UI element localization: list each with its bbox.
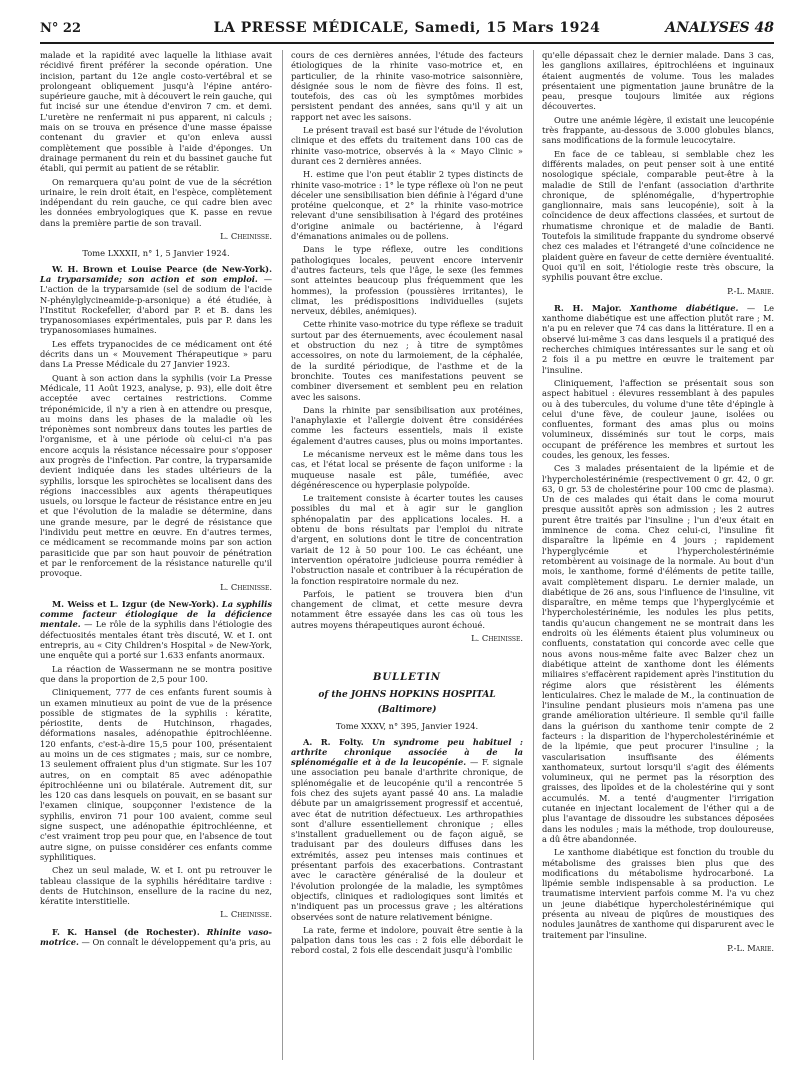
column-1: [40, 50, 272, 950]
journal-title: LA PRESSE MÉDICALE, Samedi, 15 Mars 1924: [213, 20, 601, 36]
article-text: — Le xanthome diabétique est une affection plutôt rare ; M. n'a pu en relever que 74 cas dans la littérature. Il en a observé lui-même 3 cas dans lesquels il a pratiqué des recherches chimiques intéressantes sur le sang et où 2 fois il a pu mettre en œuvre le traitement par l'insuline.: [542, 302, 774, 375]
page-number: N° 22: [40, 21, 81, 36]
signature: L. Cheinisse.: [220, 581, 272, 592]
paragraph: cours de ces dernières années, l'étude des facteurs étiologiques de la rhinite vaso-motrice et, en particulier, de la rhinite vaso-motrice saisonnière, désignée sous le nom de fièvre des foins. Il est, toutefois, des cas où les symptômes morbides persistent pendant des années, sans qu'il y ait un rapport net avec les saisons.: [291, 50, 523, 122]
paragraph: Dans le type réflexe, outre les conditions pathologiques locales, peuvent encore intervenir d'autres facteurs, tels que l'âge, le sexe (les femmes sont atteintes beaucoup plus fréquemment que les hommes), la profession (poussières irritantes), le climat, les prédispositions individuelles (sujets nerveux, débiles, anémiques).: [291, 244, 523, 317]
paragraph: Cliniquement, l'affection se présentait sous son aspect habituel : élevures ressemblant à des papules ou à des tubercules, du volume d'une tête d'épingle à celui d'une fève, de couleur jaune, isolées ou confluentes, formant des amas plus ou moins volumineux, disséminés sur tout le corps, mais occupant de préférence les membres et surtout les coudes, les genoux, les fesses.: [542, 377, 774, 460]
article-authors: M. Weiss et L. Izgur (de New-York).: [52, 598, 219, 609]
newspaper-page: [40, 18, 774, 1068]
article-title: Xanthome diabétique.: [629, 302, 739, 313]
article-title: La tryparsamide; son action et son emploi.: [40, 273, 258, 284]
signature: L. Cheinisse.: [220, 231, 272, 242]
signature: L. Cheinisse.: [220, 909, 272, 920]
article-text: — Le rôle de la syphilis dans l'étiologie des défectuosités mentales étant très discuté, W. et I. ont entrepris, au « City Children's Hospital » de New-York, une enquête qui a porté sur 1.633 enfants anormaux.: [40, 619, 273, 661]
issue-reference: Tome XXXV, n° 395, Janvier 1924.: [335, 721, 479, 732]
paragraph: Parfois, le patient se trouvera bien d'un changement de climat, et cette mesure devra notamment être essayée dans les cas où tous les autres moyens thérapeutiques auront échoué.: [291, 588, 523, 630]
column-3: [542, 50, 774, 960]
article-authors: F. K. Hansel (de Rochester).: [52, 926, 200, 937]
section-page: 48: [754, 20, 774, 36]
article-authors: W. H. Brown et Louise Pearce (de New-York).: [52, 263, 272, 274]
paragraph: En face de ce tableau, si semblable chez les différents malades, on peut penser soit à une entité nosologique spéciale, comparable peut-être à la maladie de Still de l'enfant (association d'arthrite chronique, de splénomégalie, d'hypertrophie ganglionnaire, mais sans leucopénie), soit à la coïncidence de deux affections classées, et surtout de rhumatisme chronique et de maladie de Banti. Toutefois la similitude frappante du syndrome observé chez ces malades et l'étrangeté d'une coïncidence ne plaident guère en faveur de cette dernière éventualité. Quoi qu'il en soit, l'étiologie reste très obscure, la syphilis pouvant être exclue.: [542, 148, 774, 283]
paragraph: Dans la rhinite par sensibilisation aux protéines, l'anaphylaxie et l'allergie doivent être considérées comme les facteurs essentiels, mais il existe également d'autres causes, plus ou moins importantes.: [291, 404, 523, 446]
signature: P.-L. Marie.: [727, 285, 774, 296]
paragraph: Le mécanisme nerveux est le même dans tous les cas, et l'état local se présente de façon uniforme : la muqueuse nasale est pâle, tuméfiée, avec dégénérescence ou hyperplasie polypoïde.: [291, 448, 523, 490]
article-authors: A. R. Folty.: [303, 736, 364, 747]
column-2: [291, 50, 523, 959]
column-rule: [282, 50, 283, 1060]
bulletin-subtitle: of the JOHNS HOPKINS HOSPITAL: [318, 689, 496, 700]
page-header: [40, 18, 774, 44]
bulletin-title: BULLETIN: [372, 672, 442, 684]
article-authors: R. H. Major.: [554, 302, 622, 313]
article-title: La syphilis comme facteur étiologique de la déficience mentale.: [40, 598, 272, 630]
article-text: — On connaît le développement qu'a pris, au: [81, 937, 271, 948]
article-lead: [291, 737, 523, 922]
section-label: [665, 20, 774, 36]
paragraph: La rate, ferme et indolore, pouvait être sentie à la palpation dans tous les cas : 2 fois elle débordait le rebord costal, 2 fois elle descendait jusqu'à l'ombilic: [291, 924, 523, 956]
article-title: Un syndrome peu habituel : arthrite chronique associée à de la splénomégalie et à de la leucopénie.: [291, 736, 523, 768]
paragraph: Le xanthome diabétique est fonction du trouble du métabolisme des graisses bien plus que des modifications du métabolisme hydrocarboné. La lipémie semble indispensable à sa production. Le traumatisme intervient parfois comme M. l'a vu chez un jeune diabétique hypercholestérinémique qui présenta au niveau de piqûres de moustiques des nodules jaunâtres de xanthome qui disparurent avec le traitement par l'insuline.: [542, 847, 774, 940]
article-lead: [40, 599, 272, 661]
column-rule: [533, 50, 534, 1060]
paragraph: Le traitement consiste à écarter toutes les causes possibles du mal et à agir sur le ganglion sphénopalatin par des applications locales. H. a obtenu de bons résultats par l'emploi du nitrate d'argent, en solutions dont le titre de concentration variait de 12 à 50 pour 100. Le cas échéant, une intervention opératoire judicieuse pourra remédier à l'obstruction nasale et contribuer à la récupération de la fonction respiratoire normale du nez.: [291, 493, 523, 586]
article-title: Rhinite vaso-motrice.: [40, 926, 273, 948]
paragraph: qu'elle dépassait chez le dernier malade. Dans 3 cas, les ganglions axillaires, épitrochléens et inguinaux étaient augmentés de volume. Tous les malades présentaient une pigmentation jaune brunâtre de la peau, presque toujours limitée aux régions découvertes.: [542, 50, 774, 112]
paragraph: H. estime que l'on peut établir 2 types distincts de rhinite vaso-motrice : 1° le type réflexe où l'on ne peut déceler une sensibilisation bien définie à l'égard d'une protéine quelconque, et 2° la rhinite vaso-motrice relevant d'une sensibilisation à l'égard des protéines d'origine animale ou bactérienne, à l'égard d'émanations animales ou de pollens.: [291, 169, 523, 242]
paragraph: Chez un seul malade, W. et I. ont pu retrouver le tableau classique de la syphilis héréditaire tardive : dents de Hutchinson, ensellure de la racine du nez, kératite interstitielle.: [40, 865, 272, 907]
signature: L. Cheinisse.: [471, 633, 523, 644]
paragraph: Le présent travail est basé sur l'étude de l'évolution clinique et des effets du traitement dans 100 cas de rhinite vaso-motrice, observés à la « Mayo Clinic » durant ces 2 dernières années.: [291, 125, 523, 166]
article-lead: [40, 927, 272, 948]
bulletin-location: (Baltimore): [377, 704, 437, 715]
paragraph: Ces 3 malades présentaient de la lipémie et de l'hypercholestérinémie (respectivement 0 gr. 42, 0 gr. 63, 0 gr. 53 de cholestérine pour 100 cmc de plasma). Un de ces malades qui était dans le coma mourut presque aussitôt après son admission ; les 2 autres purent être traités par l'insuline ; l'un d'eux était en imminence de coma. Chez celui-ci, l'insuline fit disparaître la lipémie en 4 jours ; rapidement l'hyperglycémie et l'hypercholestérinémie retombèrent au voisinage de la normale. Au bout d'un mois, le xanthome, formé d'éléments de petite taille, avait complètement disparu. Le dernier malade, un diabétique de 26 ans, sous l'influence de l'insuline, vit disparaître, en même temps que l'hyperglycémie et l'hypercholestérinémie, les nodules les plus petits, tandis qu'aucun changement ne se montrait dans les endroits où les éléments étaient plus volumineux ou confluents, constatation qui concorde avec celle que nous avons nous-même faite avec Balzer chez un diabétique atteint de xanthome dont les éléments miliaires s'effacèrent rapidement après l'institution du régime alors que résistèrent les éléments lenticulaires. Chez le malade de M., la continuation de l'insuline pendant plusieurs mois n'amena pas une grande amélioration ultérieure. Il semble qu'il faille dans la guérison du xanthome tenir compte de 2 facteurs : la disparition de l'hypercholestérinémie et de la lipémie, que peut procurer l'insuline ; la vascularisation insuffisante des éléments xanthomateux, surtout lorsqu'il s'agit des éléments volumineux, qui ne permet pas la résorption des graisses, des lipoïdes et de la cholestérine qui y sont accumulés. M. a tenté d'augmenter l'irrigation cutanée en injectant localement de l'éther qui a de plus l'avantage de dissoudre les substances déposées dans les nodules ; mais la méthode, trop douloureuse, a dû être abandonnée.: [542, 463, 774, 844]
issue-reference: Tome LXXXII, n° 1, 5 Janvier 1924.: [82, 248, 230, 259]
article-lead: [542, 303, 774, 375]
paragraph: Cette rhinite vaso-motrice du type réflexe se traduit surtout par des éternuements, avec écoulement nasal et obstruction du nez ; à titre de symptômes accessoires, on note du larmoiement, de la céphalée, de la surdité périodique, de l'asthme et de la bronchite. Toutes ces manifestations peuvent se combiner diversement et semblent peu en relation avec les saisons.: [291, 319, 523, 402]
article-text: — F. signale une association peu banale d'arthrite chronique, de splénomégalie et de leucopénie qu'il a rencontrée 5 fois chez des sujets ayant passé 40 ans. La maladie débute par un amaigrissement progressif et accentué, avec état de nutrition défectueux. Les arthropathies sont d'allure essentiellement chronique ; elles s'installent graduellement ou de façon aiguë, se traduisant par des douleurs diffuses dans les extrémités, assez peu intenses mais continues et présentant parfois des exacerbations. Contrastant avec le caractère généralisé de la douleur et l'évolution prolongée de la maladie, les symptômes objectifs, cliniques et radiologiques sont limités et n'indiquent pas un processus grave ; les altérations observées sont de nature relativement bénigne.: [291, 757, 524, 922]
paragraph: Outre une anémie légère, il existait une leucopénie très frappante, au-dessous de 3.000 globules blancs, sans modifications de la formule leucocytaire.: [542, 114, 774, 146]
paragraph: Quant à son action dans la syphilis (voir La Presse Médicale, 11 Août 1923, analyse, p. 93), elle doit être acceptée avec certaines restrictions. Comme tréponémicide, il n'y a rien à en attendre ou presque, au moins dans les phases de la maladie où les tréponèmes sont nombreux dans toutes les parties de l'organisme, et à une période où celui-ci n'a pas encore acquis la résistance nécessaire pour s'opposer aux progrès de l'infection. Par contre, la tryparsamide devient indiquée dans les stades ultérieurs de la syphilis, lorsque les spirochètes se localisent dans des régions inaccessibles aux agents thérapeutiques usuels, ou lorsque le facteur de résistance entre en jeu et que l'évolution de la maladie se détermine, dans une grande mesure, par le degré de résistance que l'individu peut mettre en œuvre. En d'autres termes, ce médicament se recommande moins par son action parasiticide que par son haut pouvoir de pénétration et par le renforcement de la résistance naturelle qu'il provoque.: [40, 372, 272, 579]
signature: P.-L. Marie.: [727, 942, 774, 953]
article-lead: [40, 264, 272, 336]
article-text: — L'action de la tryparsamide (sel de sodium de l'acide N-phénylglycineamide-p-arsonique) a été étudiée, à l'Institut Rockefeller, d'abord par P. et B. dans les trypanosomiases expérimentales, puis par P. dans les trypanosomiases humaines.: [40, 273, 273, 336]
paragraph: Les effets trypanocides de ce médicament ont été décrits dans un « Mouvement Thérapeutique » paru dans La Presse Médicale du 27 Janvier 1923.: [40, 338, 272, 370]
paragraph: malade et la rapidité avec laquelle la lithiase avait récidivé firent préférer la seconde opération. Une incision, partant du 12e angle costo-vertébral et se prolongeant obliquement jusqu'à l'épine antéro-supérieure gauche, mit à découvert le rein gauche, qui fut incisé sur une étendue d'environ 7 cm. et demi. L'uretère ne renfermait ni pus apparent, ni calculs ; mais on se trouva en présence d'une masse épaisse contenant du gravier et qu'on enleva aussi complètement que possible à l'aide d'éponges. Un drainage permanent du rein et du bassinet gauche fut établi, qui permit au patient de se rétablir.: [40, 50, 272, 174]
bulletin-heading: [291, 673, 523, 715]
paragraph: Cliniquement, 777 de ces enfants furent soumis à un examen minutieux au point de vue de la présence possible de stigmates de la syphilis : kératite, périostite, dents de Hutchinson, rhagades, déformations nasales, adénopathie épitrochléenne. 120 enfants, c'est-à-dire 15,5 pour 100, présentaient au moins un de ces stigmates ; mais, sur ce nombre, 13 seulement offraient plus d'un stigmate. Sur les 107 autres, on en comptait 85 avec adénopathie épitrochléenne uni ou bilatérale. Autrement dit, sur les 120 cas dans lesquels on pouvait, en se basant sur l'examen clinique, soupçonner l'existence de la syphilis, environ 71 pour 100 avaient, comme seul signe suspect, une adénopathie épitrochléenne, et c'est vraiment trop peu pour que, en l'absence de tout autre signe, on puisse considérer ces enfants comme syphilitiques.: [40, 687, 272, 862]
section-name: ANALYSES: [665, 20, 750, 36]
paragraph: On remarquera qu'au point de vue de la sécrétion urinaire, le rein droit était, en l'espèce, complètement indépendant du rein gauche, ce qui cadre bien avec les données embryologiques que K. passe en revue dans la première partie de son travail.: [40, 176, 272, 228]
paragraph: La réaction de Wassermann ne se montra positive que dans la proportion de 2,5 pour 100.: [40, 663, 272, 684]
